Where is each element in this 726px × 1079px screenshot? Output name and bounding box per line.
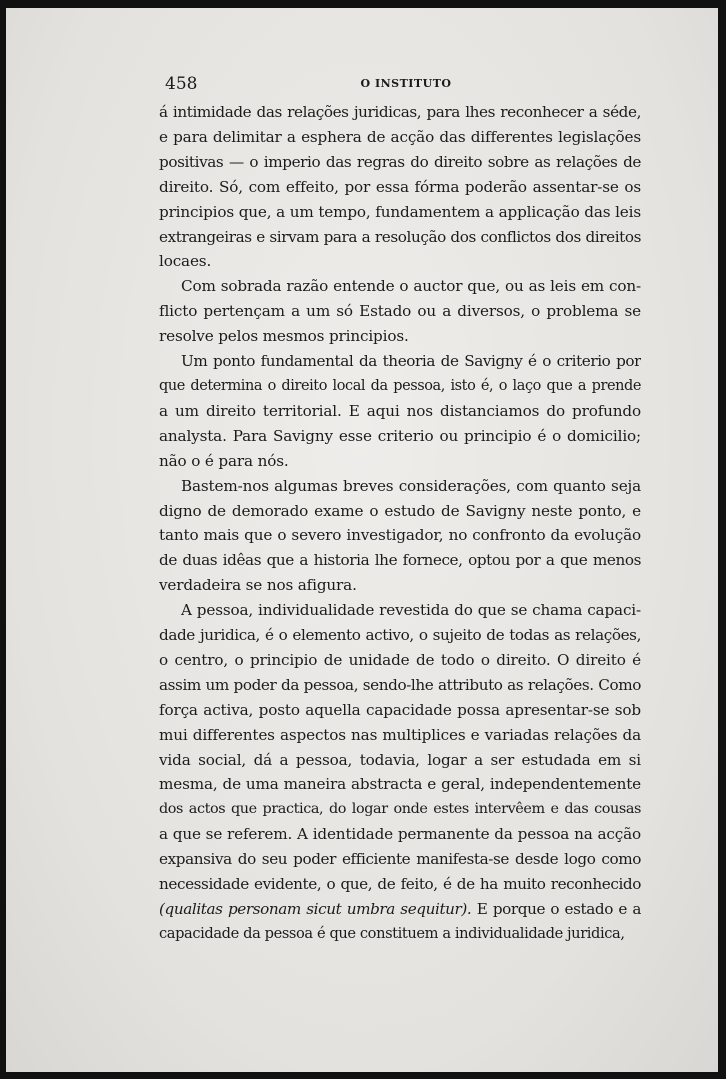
paragraph-1	[159, 100, 641, 274]
text-line: A pessoa, individualidade revestida do que se chama capaci-	[181, 601, 641, 620]
text-line: assim um poder da pessoa, sendo-lhe attributo as relações. Como	[159, 675, 641, 694]
text-line: resolve pelos mesmos principios.	[159, 327, 409, 346]
text-line: á intimidade das relações juridicas, para lhes reconhecer a séde,	[159, 103, 641, 121]
text-line: expansiva do seu poder efficiente manifesta-se desde logo como	[159, 850, 641, 869]
text-line: dos actos que practica, do logar onde estes intervêem e das cousas	[159, 801, 641, 818]
text-line: analysta. Para Savigny esse criterio ou principio é o domicilio;	[159, 426, 641, 445]
text-line: dade juridica, é o elemento activo, o sujeito de todas as relações,	[159, 626, 641, 645]
latin-maxim: (qualitas personam sicut umbra sequitur).	[159, 900, 472, 918]
text-line: extrangeiras e sirvam para a resolução dos conflictos dos direitos	[159, 227, 641, 246]
text-line-mixed	[159, 897, 641, 922]
text-line: de duas idêas que a historia lhe fornece, optou por a que menos	[159, 551, 641, 570]
text-line: tanto mais que o severo investigador, no confronto da evolução	[159, 526, 641, 545]
text-line: força activa, posto aquella capacidade possa apresentar-se sob	[159, 700, 641, 719]
running-title: O INSTITUTO	[360, 77, 452, 90]
text-line: flicto pertençam a um só Estado ou a diversos, o problema se	[159, 302, 641, 321]
page-number: 458	[165, 74, 198, 94]
text-line: principios que, a um tempo, fundamentem a applicação das leis	[159, 202, 641, 221]
text-line: Com sobrada razão entende o auctor que, ou as leis em con-	[181, 277, 641, 296]
text-line: a que se referem. A identidade permanente da pessoa na acção	[159, 825, 641, 844]
text-line: vida social, dá a pessoa, todavia, logar a ser estudada em si	[159, 750, 641, 769]
text-line: e para delimitar a esphera de acção das differentes legislações	[159, 127, 641, 146]
text-line: capacidade da pessoa é que constituem a individualidade juridica,	[159, 924, 625, 942]
text-line: a um direito territorial. E aqui nos distanciamos do profundo	[159, 401, 641, 420]
text-line: que determina o direito local da pessoa, isto é, o laço que a prende	[159, 377, 641, 394]
text-line: mesma, de uma maneira abstracta e geral, independentemente	[159, 775, 641, 794]
text-line: Um ponto fundamental da theoria de Savigny é o criterio por	[181, 352, 641, 371]
text-line: necessidade evidente, o que, de feito, é de ha muito reconhecido	[159, 875, 641, 894]
text-line: não o é para nós.	[159, 451, 289, 470]
text-line: verdadeira se nos afigura.	[159, 576, 357, 595]
text-line: Bastem-nos algumas breves considerações, com quanto seja	[181, 476, 641, 495]
text-line: locaes.	[159, 252, 212, 271]
text-line: positivas — o imperio das regras do direito sobre as relações de	[159, 152, 641, 171]
text-line: direito. Só, com effeito, por essa fórma poderão assentar-se os	[159, 177, 641, 196]
body-text	[159, 100, 641, 947]
paragraph-5	[159, 598, 641, 947]
text-fragment: E porque o estado e a	[471, 900, 641, 918]
text-line: o centro, o principio de unidade de todo o direito. O direito é	[159, 650, 641, 669]
paragraph-2	[159, 274, 641, 349]
paragraph-3	[159, 349, 641, 474]
paragraph-4	[159, 474, 641, 599]
text-line: mui differentes aspectos nas multiplices e variadas relações da	[159, 725, 641, 744]
text-line: digno de demorado exame o estudo de Savigny neste ponto, e	[159, 501, 641, 520]
